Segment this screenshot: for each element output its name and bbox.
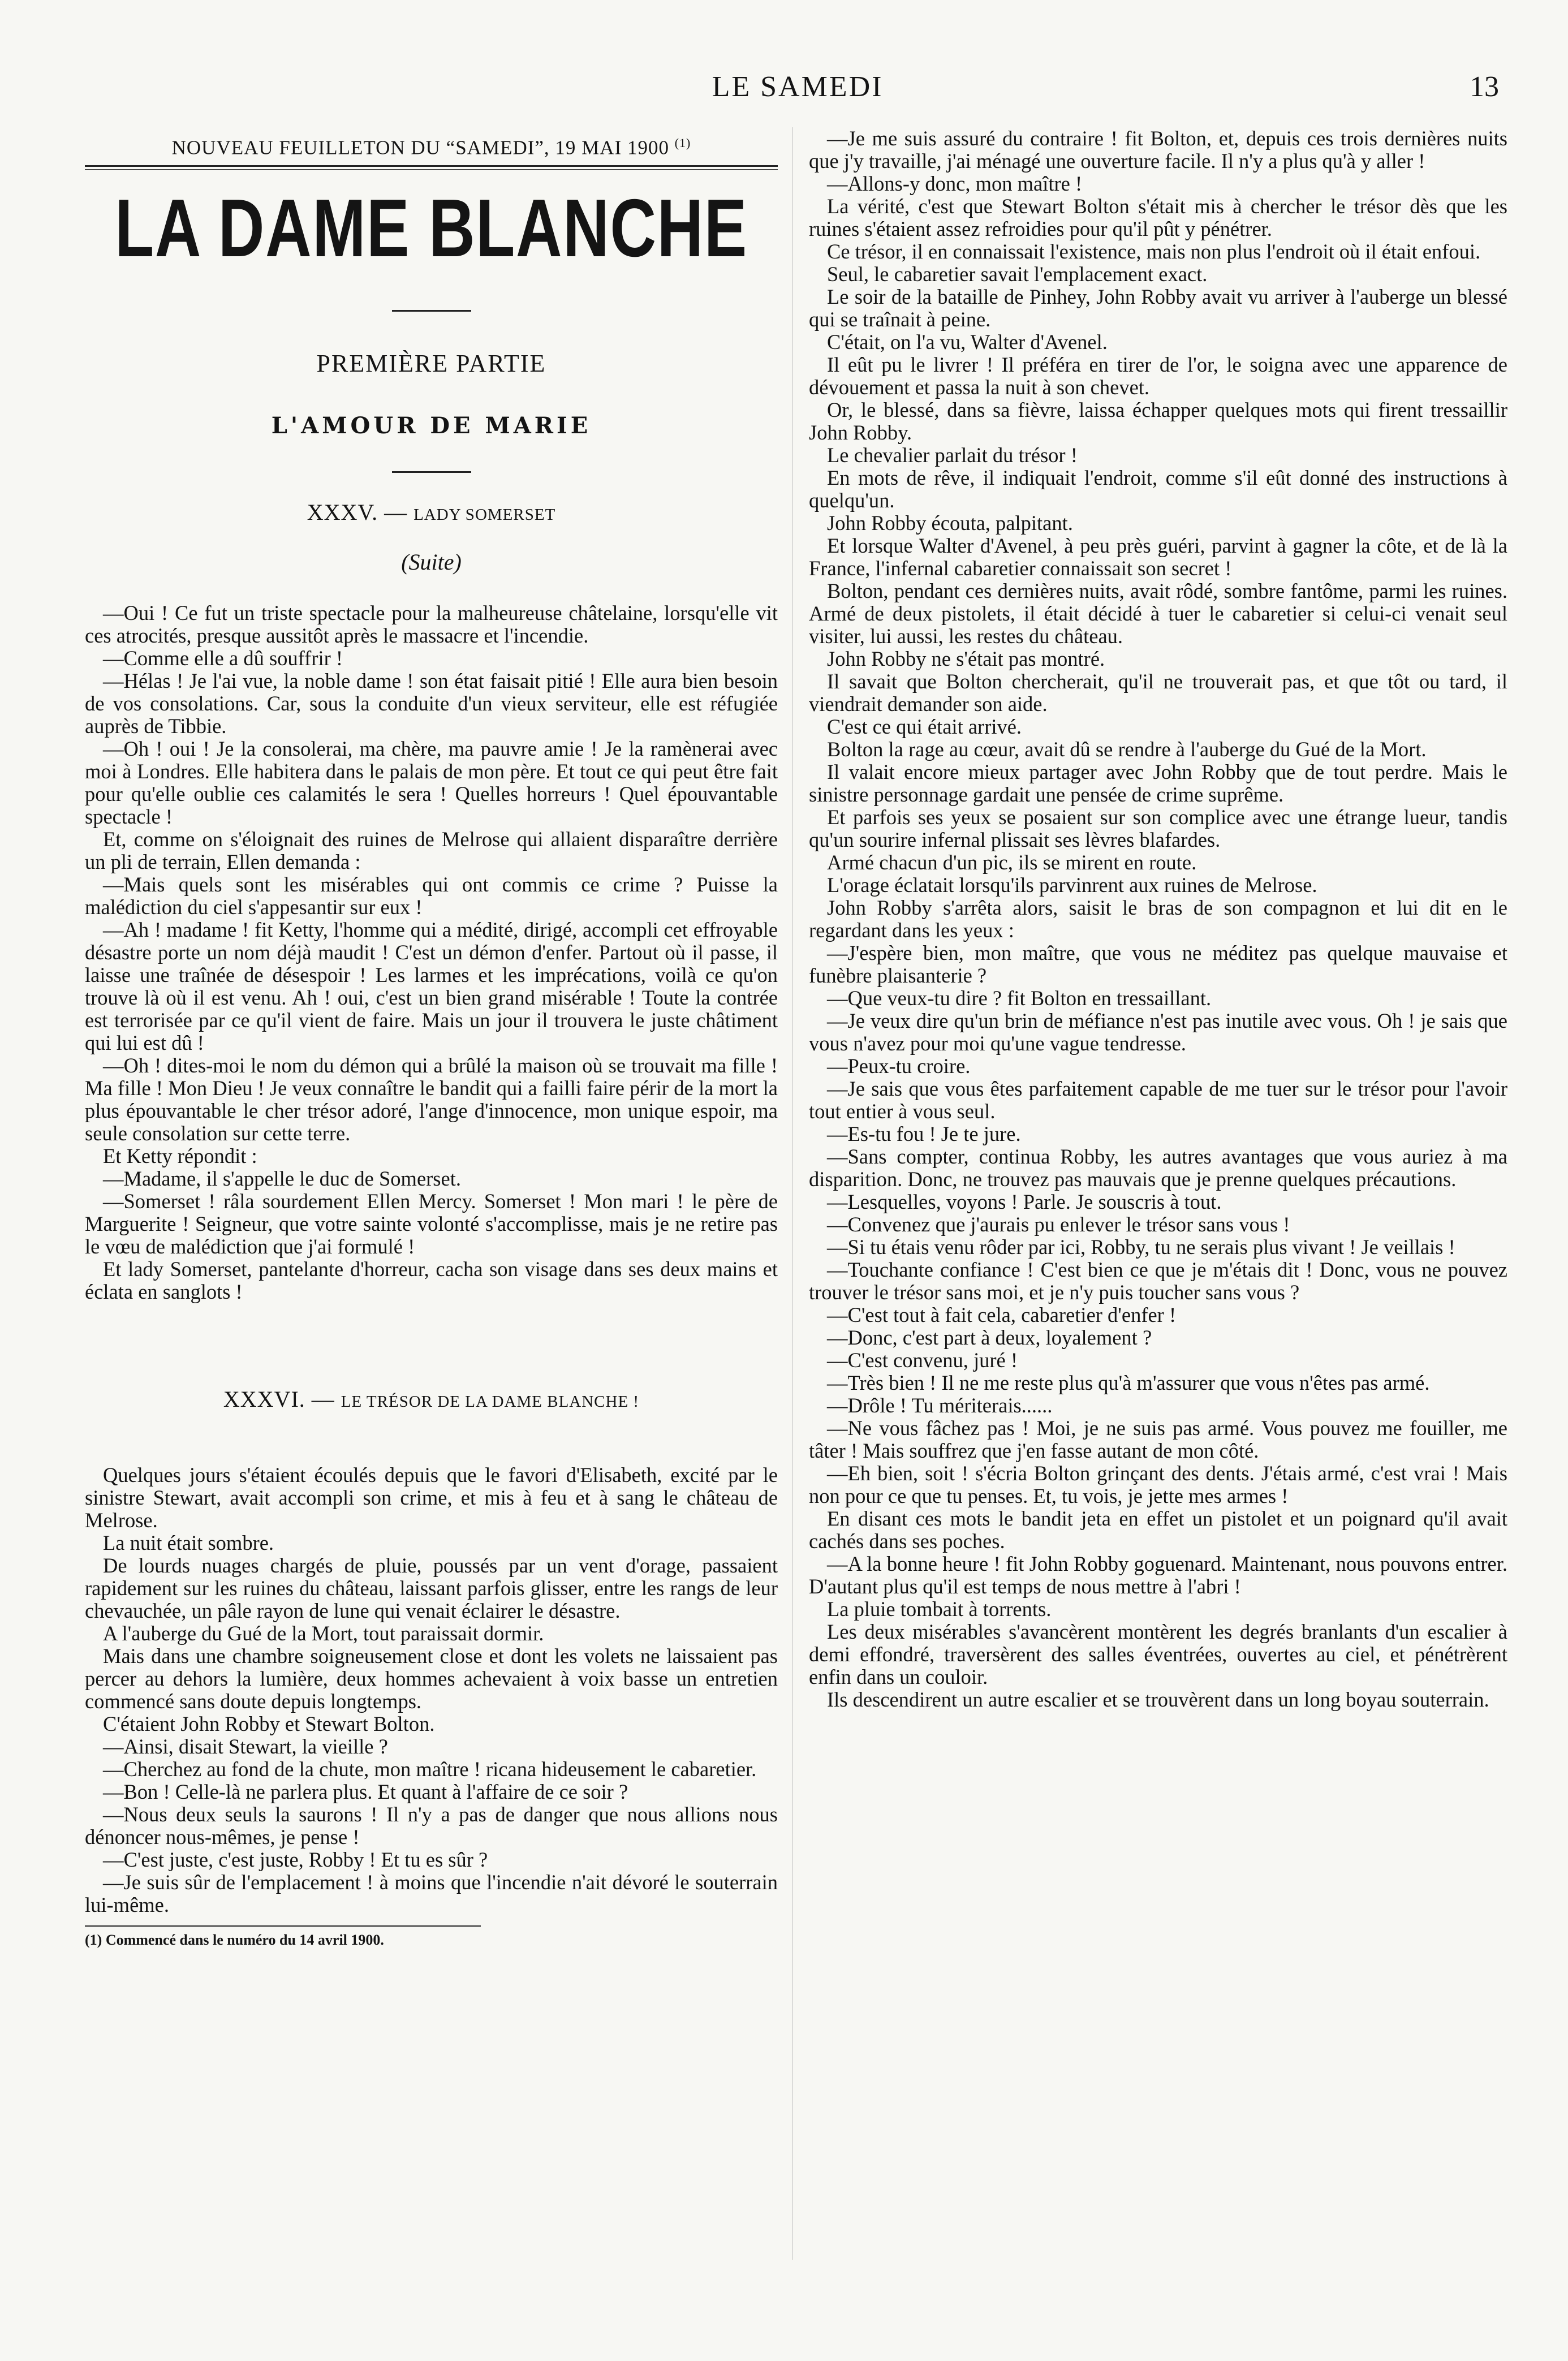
paragraph: Armé chacun d'un pic, ils se mirent en route. [827,851,1197,874]
paragraph: Ils descendirent un autre escalier et se trouvèrent dans un long boyau souterrain. [827,1688,1489,1711]
footnote-rule [85,1925,481,1927]
paragraph: John Robby s'arrêta alors, saisit le bras de son compagnon et lui dit en le regardant dans les yeux : [809,896,1507,942]
paragraph: —Ainsi, disait Stewart, la vieille ? [103,1734,388,1758]
paragraph: John Robby écouta, palpitant. [827,511,1073,535]
paragraph: —Sans compter, continua Robby, les autres avantages que vous auriez à ma disparition. Donc, ne trouvez pas mauvais que je prenne quelques précautions. [809,1145,1507,1191]
chapter-heading [85,501,778,526]
paragraph: Seul, le cabaretier savait l'emplacement exact. [827,262,1208,286]
paragraph: —Allons-y donc, mon maître ! [827,172,1083,195]
paragraph: —Je sais que vous êtes parfaitement capable de me tuer sur le trésor pour l'avoir tout entier à vous seul. [809,1077,1507,1123]
paragraph: —Que veux-tu dire ? fit Bolton en tressaillant. [827,986,1212,1010]
paragraph: —Très bien ! Il ne me reste plus qu'à m'assurer que vous n'êtes pas armé. [827,1371,1430,1394]
paragraph: Et lorsque Walter d'Avenel, à peu près guéri, parvint à gagner la côte, et de là la France, l'infernal cabaretier connaissait son secret ! [809,534,1507,580]
paragraph: —Bon ! Celle-là ne parlera plus. Et quant à l'affaire de ce soir ? [103,1780,628,1803]
paragraph: —Si tu étais venu rôder par ici, Robby, tu ne serais plus vivant ! Je veillais ! [827,1235,1455,1259]
chapter-spacer [85,1303,778,1388]
part-subtitle: L'AMOUR DE MARIE [271,412,592,439]
paragraph: Mais dans une chambre soigneusement close et dont les volets ne laissaient pas percer au dehors la lumière, deux hommes achevaient à voix basse un entretien commencé sans doute depuis longtemps. [85,1644,778,1713]
paragraph: —Mais quels sont les misérables qui ont commis ce crime ? Puisse la malédiction du ciel s'appesantir sur eux ! [85,872,778,919]
title-divider [392,310,471,312]
paragraph: —A la bonne heure ! fit John Robby goguenard. Maintenant, nous pouvons entrer. D'autant plus qu'il est temps de nous mettre à l'abri ! [809,1552,1507,1598]
chapter-title: LE TRÉSOR DE LA DAME BLANCHE ! [341,1392,640,1411]
paragraph: —C'est convenu, juré ! [827,1348,1018,1372]
chapter-divider [392,471,471,473]
paragraph: —J'espère bien, mon maître, que vous ne méditez pas quelque mauvaise et funèbre plaisanterie ? [809,941,1507,987]
paragraph: —Je veux dire qu'un brin de méfiance n'est pas inutile avec vous. Oh ! je sais que vous n'avez pour moi qu'une vague tendresse. [809,1009,1507,1055]
paragraph: Bolton la rage au cœur, avait dû se rendre à l'auberge du Gué de la Mort. [827,738,1427,761]
footnote: (1) Commencé dans le numéro du 14 avril 1900. [85,1931,384,1948]
paragraph: —Convenez que j'aurais pu enlever le trésor sans vous ! [827,1213,1290,1236]
paragraph: —Oh ! oui ! Je la consolerai, ma chère, ma pauvre amie ! Je la ramènerai avec moi à Londres. Elle habitera dans le palais de mon père. Et tout ce qui peut être fait pour qu'elle oublie ces calamités le sera ! Quelles horreurs ! Quel épouvantable spectacle ! [85,736,778,828]
part-title: PREMIÈRE PARTIE [316,349,546,377]
paragraph: —Oh ! dites-moi le nom du démon qui a brûlé la maison où se trouvait ma fille ! Ma fille ! Mon Dieu ! Je veux connaître le bandit qui a failli faire périr de la mort la plus épouvantable le cher trésor adoré, l'ange d'innocence, mon unique espoir, ma seule consolation sur cette terre. [85,1053,778,1145]
paragraph: Les deux misérables s'avancèrent montèrent les degrés branlants d'un escalier à demi effondré, traversèrent des salles éventrées, ouvertes au ciel, et pénétrèrent enfin dans un couloir. [809,1620,1507,1688]
paragraph: Le chevalier parlait du trésor ! [827,443,1078,467]
left-column [85,127,778,2288]
feuilleton-line [85,132,778,160]
paragraph: —Ah ! madame ! fit Ketty, l'homme qui a médité, dirigé, accompli cet effroyable désastre porte un nom déjà maudit ! C'est un démon d'enfer. Partout où il passe, il laisse une traînée de désespoir ! Les larmes et les imprécations, voilà ce qu'on trouve là où il est venu. Ah ! oui, c'est un bien grand misérable ! Toute la contrée est terrorisée par ce qu'il vient de faire. Mais un jour il trouvera le juste châtiment qui lui est dû ! [85,917,778,1054]
right-column [809,127,1507,2254]
chapter-number: XXXVI. — [223,1386,335,1412]
feuilleton-line-text: NOUVEAU FEUILLETON DU “SAMEDI”, 19 MAI 1900 [171,136,669,159]
paragraph: Et, comme on s'éloignait des ruines de Melrose qui allaient disparaître derrière un pli de terrain, Ellen demanda : [85,827,778,873]
footnote-mark: (1) [674,136,691,150]
paragraph: —Hélas ! Je l'ai vue, la noble dame ! son état faisait pitié ! Elle aura bien besoin de vos consolations. Car, sous la conduite d'un vieux serviteur, elle est réfugiée auprès de Tibbie. [85,669,778,738]
paragraph: —Es-tu fou ! Je te jure. [827,1122,1021,1145]
paragraph: —Nous deux seuls la saurons ! Il n'y a pas de danger que nous allions nous dénoncer nous-mêmes, je pense ! [85,1802,778,1849]
paragraph: —C'est tout à fait cela, cabaretier d'enfer ! [827,1303,1177,1326]
paragraph: Quelques jours s'étaient écoulés depuis que le favori d'Elisabeth, excité par le sinistre Stewart, avait accompli son crime, et mis à feu et à sang le château de Melrose. [85,1463,778,1532]
paragraph: Et Ketty répondit : [103,1144,257,1167]
paragraph: —C'est juste, c'est juste, Robby ! Et tu es sûr ? [103,1847,488,1871]
paragraph: Et lady Somerset, pantelante d'horreur, cacha son visage dans ses deux mains et éclata en sanglots ! [85,1257,778,1303]
double-rule [85,165,778,170]
paragraph: —Lesquelles, voyons ! Parle. Je souscris à tout. [827,1190,1222,1213]
paragraph: L'orage éclatait lorsqu'ils parvinrent aux ruines de Melrose. [827,873,1317,897]
chapter36-text [85,1464,778,1916]
paragraph: Et parfois ses yeux se posaient sur son complice avec une étrange lueur, tandis qu'un sourire infernal plissait ses lèvres blafardes. [809,805,1507,851]
paragraph: Ce trésor, il en connaissait l'existence, mais non plus l'endroit où il était enfoui. [827,240,1481,263]
paragraph: —Je suis sûr de l'emplacement ! à moins que l'incendie n'ait dévoré le souterrain lui-même. [85,1870,778,1916]
paragraph: —Oui ! Ce fut un triste spectacle pour la malheureuse châtelaine, lorsqu'elle vit ces atrocités, presque aussitôt après le massacre et l'incendie. [85,601,778,647]
paragraph: La pluie tombait à torrents. [827,1597,1052,1621]
paragraph: —Drôle ! Tu mériterais...... [827,1394,1053,1417]
paragraph: Bolton, pendant ces dernières nuits, avait rôdé, sombre fantôme, parmi les ruines. Armé de deux pistolets, il était décidé à tuer le cabaretier si celui-ci venait seul visiter, lui aussi, les restes du château. [809,579,1507,648]
running-head [85,70,1510,104]
paragraph: En mots de rêve, il indiquait l'endroit, comme s'il eût donné des instructions à quelqu'un. [809,466,1507,512]
paragraph: De lourds nuages chargés de pluie, poussés par un vent d'orage, passaient rapidement sur les ruines du château, laissant parfois glisser, entre les rangs de leur chevauchée, un pâle rayon de lune qui venait éclairer le désastre. [85,1553,778,1622]
paragraph: Il savait que Bolton chercherait, qu'il ne trouverait pas, et que tôt ou tard, il viendrait demander son aide. [809,670,1507,716]
paragraph: En disant ces mots le bandit jeta en effet un pistolet et un poignard qu'il avait cachés dans ses poches. [809,1507,1507,1553]
paragraph: Il valait encore mieux partager avec John Robby que de tout perdre. Mais le sinistre personnage gardait une pensée de crime suprême. [809,760,1507,806]
paragraph: —Madame, il s'appelle le duc de Somerset. [103,1166,461,1190]
paragraph: —Donc, c'est part à deux, loyalement ? [827,1326,1152,1349]
serial-title: LA DAME BLANCHE [115,182,748,274]
paragraph: C'était, on l'a vu, Walter d'Avenel. [827,330,1108,354]
chapter36-continuation [809,127,1507,1711]
paragraph: —Ne vous fâchez pas ! Moi, je ne suis pas armé. Vous pouvez me fouiller, me tâter ! Mais souffrez que j'en fasse autant de mon côté. [809,1416,1507,1462]
page-number: 13 [1470,71,1499,103]
paragraph: —Cherchez au fond de la chute, mon maître ! ricana hideusement le cabaretier. [103,1757,757,1781]
paragraph: Le soir de la bataille de Pinhey, John Robby avait vu arriver à l'auberge un blessé qui se traînait à peine. [809,285,1507,331]
paragraph: —Eh bien, soit ! s'écria Bolton grinçant des dents. J'étais armé, c'est vrai ! Mais non pour ce que tu penses. Et, tu vois, je jette mes armes ! [809,1462,1507,1507]
continued-label: (Suite) [401,549,462,575]
paragraph: —Touchante confiance ! C'est bien ce que je m'étais dit ! Donc, vous ne pouvez trouver le trésor sans moi, et je n'y puis toucher sans vous ? [809,1258,1507,1304]
paragraph: C'étaient John Robby et Stewart Bolton. [103,1712,435,1735]
newspaper-title: LE SAMEDI [712,71,884,103]
paragraph: C'est ce qui était arrivé. [827,715,1022,738]
paragraph: Il eût pu le livrer ! Il préféra en tirer de l'or, le soigna avec une apparence de dévouement et passa la nuit à son chevet. [809,353,1507,399]
paragraph: —Comme elle a dû souffrir ! [103,646,343,670]
paragraph: —Je me suis assuré du contraire ! fit Bolton, et, depuis ces trois dernières nuits que j'y travaille, j'ai ménagé une ouverture facile. Il n'y a plus qu'à y aller ! [809,127,1507,173]
paragraph: Or, le blessé, dans sa fièvre, laissa échapper quelques mots qui firent tressaillir John Robby. [809,398,1507,444]
chapter-heading [85,1388,778,1413]
paragraph: La vérité, c'est que Stewart Bolton s'était mis à chercher le trésor dès que les ruines s'étaient assez refroidies pour qu'il pût y pénétrer. [809,195,1507,240]
paragraph: —Somerset ! râla sourdement Ellen Mercy. Somerset ! Mon mari ! le père de Marguerite ! Seigneur, que votre sainte volonté s'accomplisse, mais je ne retire pas le vœu de malédiction que j'ai formulé ! [85,1189,778,1258]
chapter-title: LADY SOMERSET [413,505,556,524]
paragraph: A l'auberge du Gué de la Mort, tout paraissait dormir. [103,1621,544,1645]
paragraph: La nuit était sombre. [103,1531,274,1554]
paragraph: John Robby ne s'était pas montré. [827,647,1105,670]
chapter35-text [85,602,778,1303]
paragraph: —Peux-tu croire. [827,1054,971,1078]
chapter-number: XXXV. — [307,499,408,525]
